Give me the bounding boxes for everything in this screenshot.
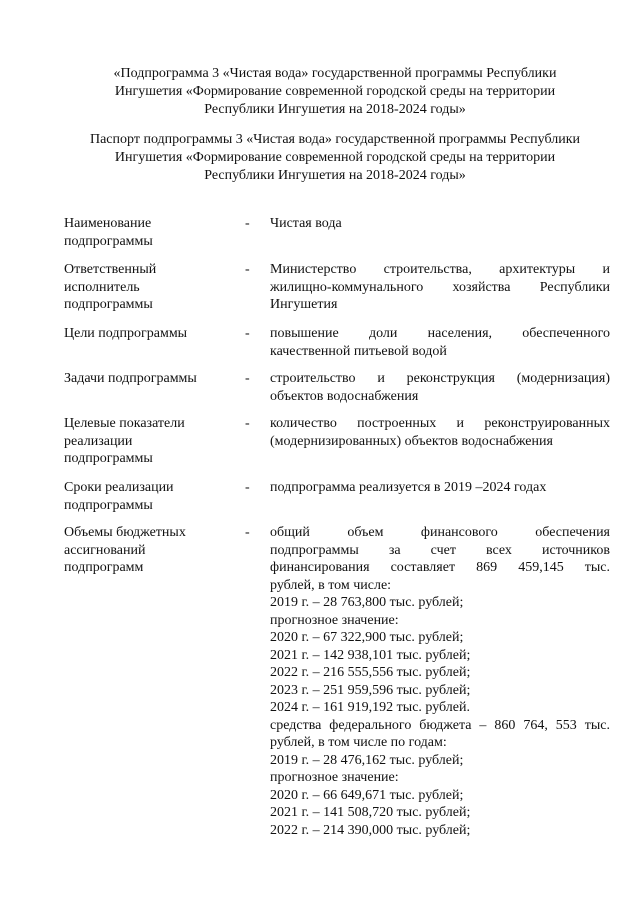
value-line: подпрограммы за счет всех источников xyxy=(270,542,610,558)
value-line: 2023 г. – 251 959,596 тыс. рублей; xyxy=(270,682,471,698)
passport-line: Республики Ингушетия на 2018-2024 годы» xyxy=(204,168,466,183)
label-line: реализации xyxy=(64,433,133,449)
value-line: 2020 г. – 66 649,671 тыс. рублей; xyxy=(270,787,464,803)
row-value xyxy=(270,524,610,839)
label-line: Наименование xyxy=(64,216,152,231)
passport-line: Паспорт подпрограммы 3 «Чистая вода» государственной программы Республики xyxy=(89,132,581,147)
value-line: рублей, в том числе: xyxy=(270,577,392,593)
title-line: Республики Ингушетия на 2018-2024 годы» xyxy=(204,102,466,117)
label-line: Сроки реализации xyxy=(64,480,174,495)
value-line: количество построенных и реконструированных xyxy=(270,416,610,431)
value-line: прогнозное значение: xyxy=(270,770,399,785)
value-line: Чистая вода xyxy=(270,216,342,231)
row-label xyxy=(64,261,234,314)
row-dash: - xyxy=(245,371,250,386)
value-line: 2021 г. – 141 508,720 тыс. рублей; xyxy=(270,805,471,820)
value-line: 2022 г. – 216 555,556 тыс. рублей; xyxy=(270,665,471,680)
row-value xyxy=(270,261,610,314)
label-line: подпрограммы xyxy=(64,497,153,513)
subprogram-title xyxy=(60,65,610,119)
value-line: общий объем финансового обеспечения xyxy=(270,525,610,540)
row-value xyxy=(270,415,610,450)
row-label xyxy=(64,370,234,388)
title-line: «Подпрограмма 3 «Чистая вода» государственной программы Республики xyxy=(113,66,557,81)
row-label xyxy=(64,524,234,577)
value-line: рублей, в том числе по годам: xyxy=(270,735,447,750)
row-dash: - xyxy=(245,416,250,431)
title-line: Ингушетия «Формирование современной городской среды на территории xyxy=(114,84,556,99)
row-label xyxy=(64,325,234,343)
label-line: Ответственный xyxy=(64,262,157,277)
row-label xyxy=(64,415,234,468)
row-dash: - xyxy=(245,480,250,495)
value-line: объектов водоснабжения xyxy=(270,388,419,404)
label-line: подпрограммы xyxy=(64,451,153,466)
row-dash: - xyxy=(245,216,250,231)
row-dash: - xyxy=(245,525,250,540)
row-value xyxy=(270,325,610,360)
row-value xyxy=(270,215,610,233)
value-line: жилищно-коммунального хозяйства Республики xyxy=(270,279,610,295)
label-line: подпрограмм xyxy=(64,560,144,575)
row-dash: - xyxy=(245,326,250,341)
value-line: Ингушетия xyxy=(270,297,338,312)
value-line: качественной питьевой водой xyxy=(270,343,447,359)
row-value xyxy=(270,479,610,497)
value-line: подпрограмма реализуется в 2019 –2024 годах xyxy=(270,480,547,495)
value-line: повышение доли населения, обеспеченного xyxy=(270,326,610,341)
value-line: строительство и реконструкция (модернизация) xyxy=(270,371,610,386)
value-line: 2021 г. – 142 938,101 тыс. рублей; xyxy=(270,647,471,663)
value-line: 2022 г. – 214 390,000 тыс. рублей; xyxy=(270,822,471,838)
row-label xyxy=(64,479,234,514)
value-line: 2020 г. – 67 322,900 тыс. рублей; xyxy=(270,630,464,645)
value-line: финансирования составляет 869 459,145 тыс. xyxy=(270,560,610,575)
value-line: прогнозное значение: xyxy=(270,612,399,628)
label-line: Задачи подпрограммы xyxy=(64,371,197,386)
label-line: Цели подпрограммы xyxy=(64,326,188,341)
value-line: 2024 г. – 161 919,192 тыс. рублей. xyxy=(270,700,470,715)
label-line: подпрограммы xyxy=(64,233,153,249)
value-line: Министерство строительства, архитектуры и xyxy=(270,262,610,277)
label-line: подпрограммы xyxy=(64,297,153,312)
label-line: Целевые показатели xyxy=(64,416,185,431)
value-line: 2019 г. – 28 763,800 тыс. рублей; xyxy=(270,595,464,610)
label-line: ассигнований xyxy=(64,542,146,558)
label-line: исполнитель xyxy=(64,279,140,295)
label-line: Объемы бюджетных xyxy=(64,525,186,540)
value-line: 2019 г. – 28 476,162 тыс. рублей; xyxy=(270,752,464,768)
passport-line: Ингушетия «Формирование современной городской среды на территории xyxy=(114,150,556,165)
row-label xyxy=(64,215,234,250)
row-value xyxy=(270,370,610,405)
row-dash: - xyxy=(245,262,250,277)
value-line: (модернизированных) объектов водоснабжения xyxy=(270,433,553,449)
passport-title xyxy=(60,131,610,185)
value-line: средства федерального бюджета – 860 764, 553 тыс. xyxy=(270,717,610,733)
